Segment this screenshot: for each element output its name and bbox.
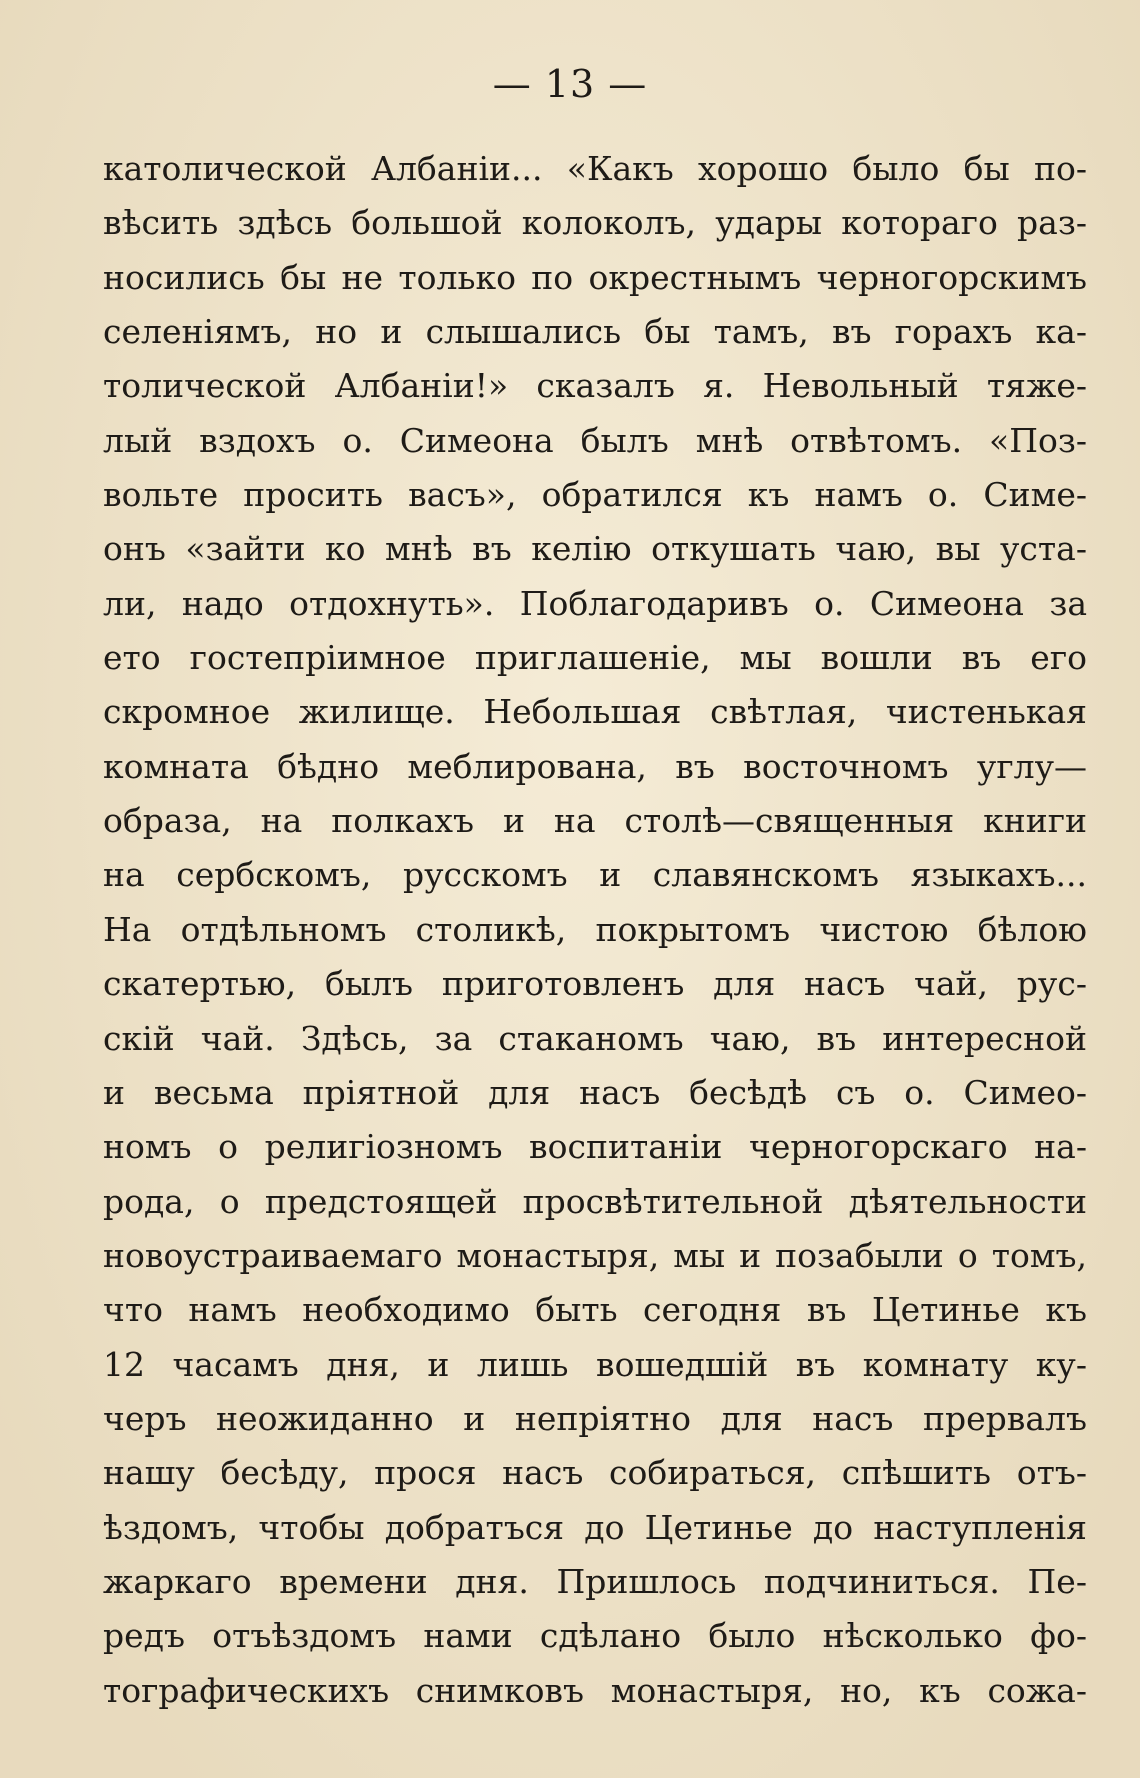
- text-line: жаркаго времени дня. Пришлось подчиниться. Пе-: [103, 1561, 1087, 1601]
- text-line: на сербскомъ, русскомъ и славянскомъ языкахъ...: [103, 855, 1087, 895]
- text-line: редъ отъѣздомъ нами сдѣлано было нѣсколько фо-: [103, 1616, 1087, 1656]
- text-line: комната бѣдно меблирована, въ восточномъ углу—: [103, 746, 1087, 786]
- text-line: носились бы не только по окрестнымъ черногорскимъ: [103, 257, 1087, 297]
- text-line: черъ неожиданно и непріятно для насъ прервалъ: [103, 1398, 1087, 1438]
- text-line: скромное жилище. Небольшая свѣтлая, чистенькая: [103, 692, 1087, 732]
- text-line: что намъ необходимо быть сегодня въ Цетинье къ: [103, 1290, 1087, 1330]
- text-line: онъ «зайти ко мнѣ въ келію откушать чаю, вы уста-: [103, 529, 1087, 569]
- text-line: нашу бесѣду, прося насъ собираться, спѣшить отъ-: [103, 1453, 1087, 1493]
- body-text: [103, 142, 1087, 1718]
- text-line: ѣздомъ, чтобы добратъся до Цетинье до наступленія: [103, 1507, 1087, 1547]
- text-line: лый вздохъ о. Симеона былъ мнѣ отвѣтомъ. «Поз-: [103, 420, 1087, 460]
- page-number: — 13 —: [492, 62, 648, 106]
- text-line: номъ о религіозномъ воспитаніи черногорскаго на-: [103, 1127, 1087, 1167]
- text-line: вѣсить здѣсь большой колоколъ, удары котораго раз-: [103, 203, 1087, 243]
- text-line: толической Албаніи!» сказалъ я. Невольный тяже-: [103, 366, 1087, 406]
- text-line: 12 часамъ дня, и лишь вошедшій въ комнату ку-: [103, 1344, 1087, 1384]
- text-line: вольте просить васъ», обратился къ намъ о. Симе-: [103, 475, 1087, 515]
- text-line: ли, надо отдохнуть». Поблагодаривъ о. Симеона за: [103, 583, 1087, 623]
- text-line: скатертью, былъ приготовленъ для насъ чай, рус-: [103, 964, 1087, 1004]
- text-line: На отдѣльномъ столикѣ, покрытомъ чистою бѣлою: [103, 909, 1087, 949]
- text-line: образа, на полкахъ и на столѣ—священныя книги: [103, 801, 1087, 841]
- text-line: тографическихъ снимковъ монастыря, но, къ сожа-: [103, 1670, 1087, 1710]
- text-line: селеніямъ, но и слышались бы тамъ, въ горахъ ка-: [103, 312, 1087, 352]
- text-line: и весьма пріятной для насъ бесѣдѣ съ о. Симео-: [103, 1072, 1087, 1112]
- text-line: новоустраиваемаго монастыря, мы и позабыли о томъ,: [103, 1235, 1087, 1275]
- text-line: ето гостепріимное приглашеніе, мы вошли въ его: [103, 638, 1087, 678]
- text-line: рода, о предстоящей просвѣтительной дѣятельности: [103, 1181, 1087, 1221]
- text-line: скій чай. Здѣсь, за стаканомъ чаю, въ интересной: [103, 1018, 1087, 1058]
- text-line: католической Албаніи... «Какъ хорошо было бы по-: [103, 149, 1087, 188]
